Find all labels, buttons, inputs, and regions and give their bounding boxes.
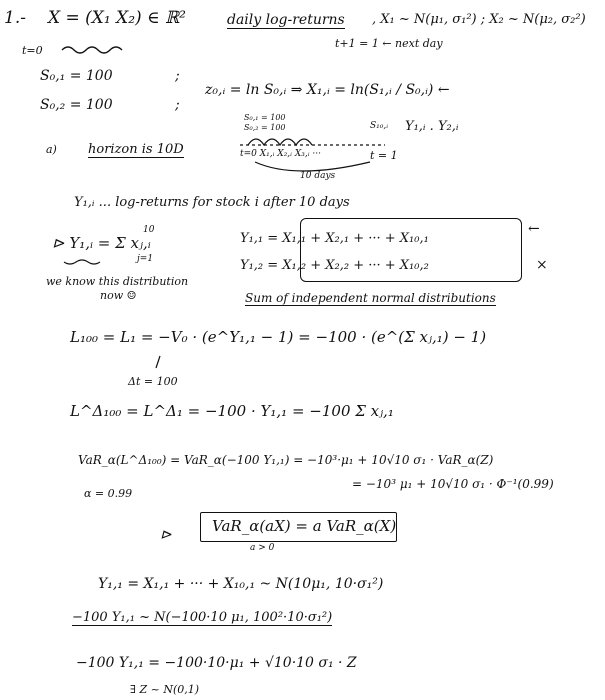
var-expression-2: = −10³ μ₁ + 10√10 σ₁ · Φ⁻¹(0.99) <box>352 477 554 491</box>
y11-row: Y₁,₁ = X₁,₁ + X₂,₁ + ··· + X₁₀,₁ <box>240 231 429 246</box>
distribution-known-note: we know this distribution <box>46 275 189 288</box>
log-price-relation: z₀,ᵢ = ln S₀,ᵢ ⇒ X₁,ᵢ = ln(S₁,ᵢ / S₀,ᵢ) ← <box>205 82 450 98</box>
positive-a-note: a > 0 <box>250 543 275 553</box>
alpha-level: α = 0.99 <box>84 487 133 500</box>
timeline-brace <box>255 162 370 171</box>
daily-log-returns-label: daily log-returns <box>227 12 345 28</box>
y12-row: Y₁,₂ = X₁,₂ + X₂,₂ + ··· + X₁₀,₂ <box>240 258 429 273</box>
next-day-label: t+1 = 1 ← next day <box>335 37 443 50</box>
var-expression-1: VaR_α(L^Δ₁₀₀) = VaR_α(−100 Y₁,₁) = −10³·μ₁ + 10√10 σ₁ · VaR_α(Z) <box>78 453 494 467</box>
timeline-s0-2: S₀,₂ = 100 <box>244 123 286 132</box>
box-arrow: ← <box>528 221 540 237</box>
separator-1: ; <box>175 68 180 84</box>
timeline-t1: t = 1 <box>370 149 398 162</box>
initial-price-2: S₀,₂ = 100 <box>40 97 113 113</box>
y-underline-squiggle <box>64 260 100 264</box>
y-sum-definition: ⊳ Y₁,ᵢ = Σ xⱼ,ᵢ <box>52 234 151 252</box>
timeline-s0-1: S₀,₁ = 100 <box>244 113 286 122</box>
z-standard-normal: ∃ Z ~ N(0,1) <box>130 683 200 696</box>
negative-y-expression: −100 Y₁,₁ = −100·10·μ₁ + √10·10 σ₁ · Z <box>76 655 357 671</box>
sum-upper-limit: 10 <box>143 225 155 235</box>
timeline-x-labels: t=0 X₁,ᵢ X₂,ᵢ X₃,ᵢ ··· <box>240 149 321 159</box>
initial-price-1: S₀,₁ = 100 <box>40 68 113 84</box>
timeline-10-days: 10 days <box>300 171 336 181</box>
time-zero-label: t=0 <box>22 44 43 57</box>
loss-definition: L₁₀₀ = L₁ = −V₀ · (e^Y₁,₁ − 1) = −100 · (e^(Σ xⱼ,₁) − 1) <box>70 328 487 346</box>
timeline-arcs <box>248 139 312 145</box>
normal-distribution-spec: , X₁ ~ N(μ₁, σ₁²) ; X₂ ~ N(μ₂, σ₂²) <box>372 12 586 27</box>
sum-of-normals-note: Sum of independent normal distributions <box>245 291 496 305</box>
separator-2: ; <box>175 97 180 113</box>
negative-y-distribution: −100 Y₁,₁ ~ N(−100·10 μ₁, 100²·10·σ₁²) <box>72 610 333 625</box>
y11-distribution: Y₁,₁ = X₁,₁ + ··· + X₁₀,₁ ~ N(10μ₁, 10·σ₁²) <box>98 576 384 592</box>
now-note: now ☺ <box>100 289 137 302</box>
var-property: VaR_α(aX) = a VaR_α(X) <box>212 517 397 535</box>
box-cross: × <box>536 257 548 273</box>
problem-number: 1.- <box>4 8 26 28</box>
part-a-label: a) <box>46 143 57 156</box>
property-arrow: ⊳ <box>160 527 172 543</box>
horizon-label: horizon is 10D <box>88 142 184 157</box>
delta-t: Δt = 100 <box>128 375 178 388</box>
timeline-y-labels: Y₁,ᵢ . Y₂,ᵢ <box>405 119 459 134</box>
sum-lower-limit: j=1 <box>137 254 154 264</box>
timeline-s10: S₁₀,ᵢ <box>370 121 389 131</box>
random-vector-definition: X = (X₁ X₂) ∈ ℝ² <box>48 8 186 28</box>
y-description: Y₁,ᵢ ... log-returns for stock i after 10 days <box>74 195 350 210</box>
squiggle-under-t0 <box>62 47 122 53</box>
a-pointer <box>156 356 160 368</box>
linearized-loss: L^Δ₁₀₀ = L^Δ₁ = −100 · Y₁,₁ = −100 Σ xⱼ,₁ <box>70 402 394 420</box>
